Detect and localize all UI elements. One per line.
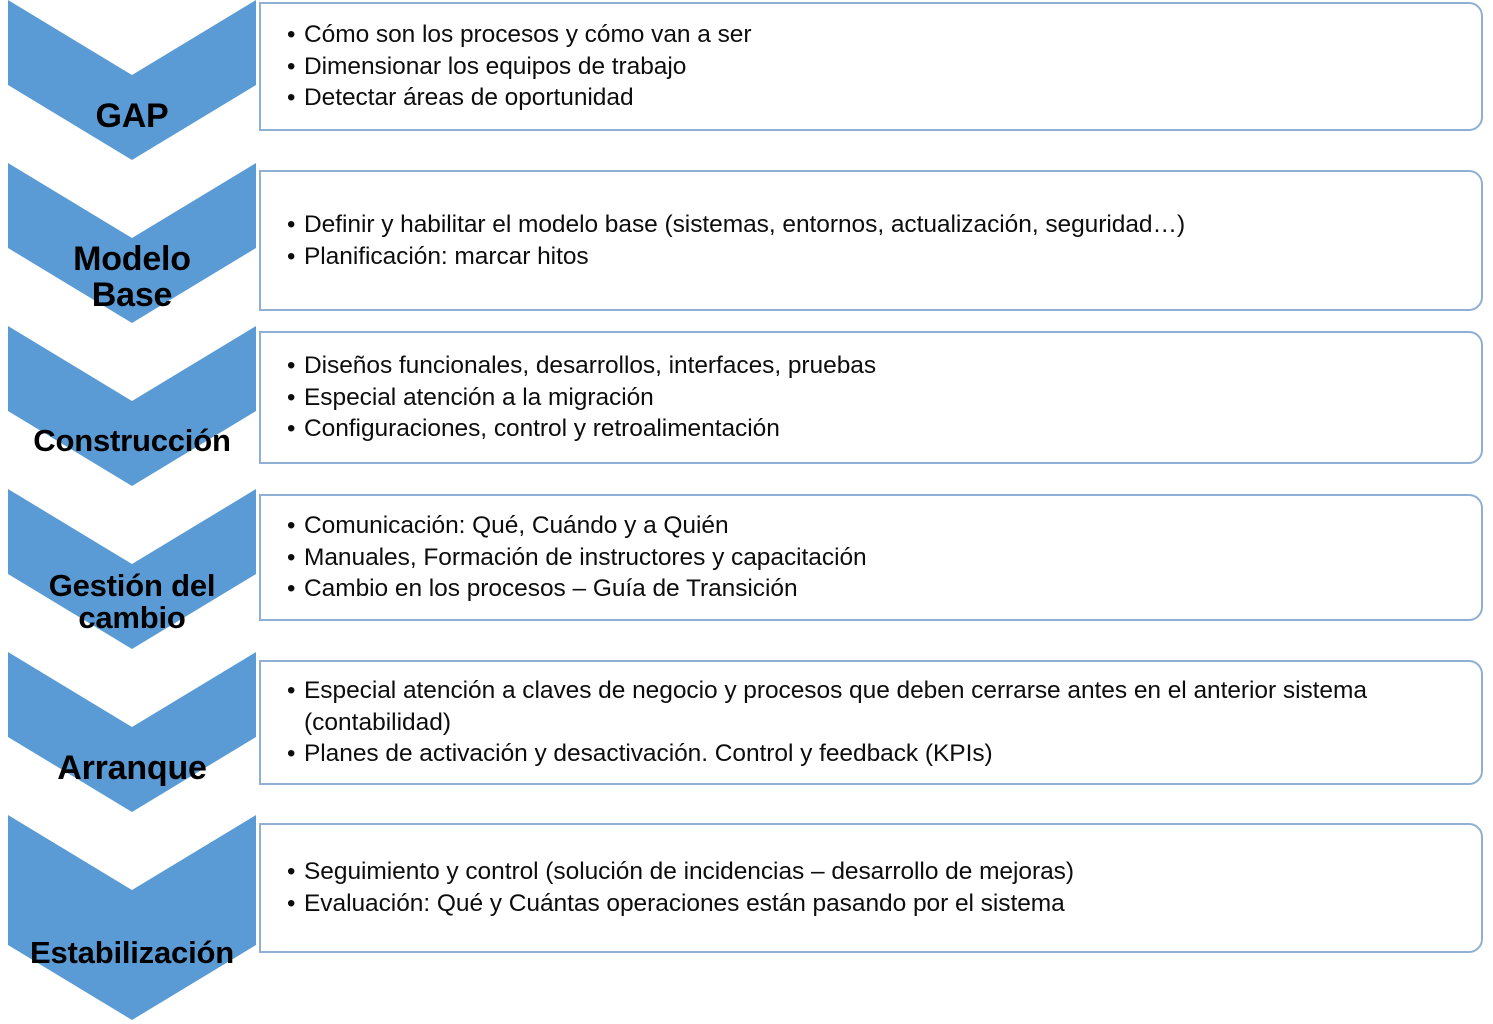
bullet-item bbox=[287, 51, 1471, 83]
bullet-item bbox=[287, 82, 1471, 114]
bullet-dot-icon: • bbox=[287, 890, 296, 917]
chevron-modelo-base[interactable] bbox=[8, 163, 256, 323]
bullet-text: Planes de activación y desactivación. Control y feedback (KPIs) bbox=[304, 740, 993, 768]
bullet-text: Especial atención a claves de negocio y procesos que deben cerrarse antes en el anterior sistema bbox=[304, 676, 1367, 704]
bullet-text: Cómo son los procesos y cómo van a ser bbox=[304, 20, 752, 48]
stage-textbox-arranque[interactable] bbox=[259, 660, 1483, 785]
bullet-continuation-text: (contabilidad) bbox=[304, 708, 452, 736]
bullet-dot-icon: • bbox=[287, 676, 296, 704]
bullet-dot-icon: • bbox=[287, 543, 296, 571]
bullet-dot-icon: • bbox=[287, 511, 296, 539]
bullet-item bbox=[287, 738, 1471, 770]
bullet-item bbox=[287, 888, 1471, 920]
bullet-dot-icon: • bbox=[287, 20, 296, 48]
bullet-item bbox=[287, 542, 1471, 574]
bullet-dot-icon: • bbox=[287, 740, 296, 768]
bullet-item bbox=[287, 510, 1471, 542]
stage-textbox-construccion[interactable] bbox=[259, 331, 1483, 464]
stage-textbox-estabilizacion[interactable] bbox=[259, 823, 1483, 953]
bullet-item bbox=[287, 241, 1471, 273]
bullet-item bbox=[287, 350, 1471, 382]
stage-textbox-gap[interactable] bbox=[259, 2, 1483, 131]
bullet-dot-icon: • bbox=[287, 858, 296, 886]
bullet-dot-icon: • bbox=[287, 52, 296, 80]
bullet-dot-icon: • bbox=[287, 351, 296, 379]
stage-textbox-gestion-del-cambio[interactable] bbox=[259, 494, 1483, 621]
bullet-text: Planificación: marcar hitos bbox=[304, 242, 589, 270]
bullet-dot-icon: • bbox=[287, 210, 296, 238]
bullet-item bbox=[287, 413, 1471, 445]
bullet-dot-icon: • bbox=[287, 415, 296, 443]
chevron-construccion[interactable] bbox=[8, 326, 256, 486]
chevron-label-arranque: Arranque bbox=[57, 748, 207, 787]
bullet-dot-icon: • bbox=[287, 383, 296, 411]
chevron-shape-gestion-del-cambio bbox=[8, 489, 256, 649]
bullet-item bbox=[287, 209, 1471, 241]
bullet-text: Comunicación: Qué, Cuándo y a Quién bbox=[304, 511, 729, 539]
chevron-shape-gap bbox=[8, 0, 256, 160]
stage-textbox-modelo-base[interactable] bbox=[259, 170, 1483, 311]
chevron-label-estabilizacion: Estabilización bbox=[30, 934, 234, 970]
bullet-text: Cambio en los procesos – Guía de Transición bbox=[304, 575, 798, 603]
bullet-item bbox=[287, 573, 1471, 605]
chevron-shape-estabilizacion bbox=[8, 815, 256, 1020]
chevron-label-gap: GAP bbox=[95, 96, 169, 135]
chevron-label-modelo-base: Modelo Base bbox=[73, 239, 191, 314]
bullet-item bbox=[287, 382, 1471, 414]
bullet-item bbox=[287, 19, 1471, 51]
bullet-text: Definir y habilitar el modelo base (sistemas, entornos, actualización, seguridad…) bbox=[304, 210, 1186, 238]
bullet-text: Detectar áreas de oportunidad bbox=[304, 84, 634, 112]
bullet-text: Dimensionar los equipos de trabajo bbox=[304, 52, 687, 80]
bullet-dot-icon: • bbox=[287, 242, 296, 270]
bullet-item bbox=[287, 675, 1471, 707]
chevron-shape-construccion bbox=[8, 326, 256, 486]
bullet-text: Especial atención a la migración bbox=[304, 383, 654, 411]
chevron-shape-arranque bbox=[8, 652, 256, 812]
bullet-text: Manuales, Formación de instructores y capacitación bbox=[304, 543, 867, 571]
chevron-label-gestion-del-cambio: Gestión del cambio bbox=[48, 567, 216, 636]
bullet-dot-icon: • bbox=[287, 84, 296, 112]
bullet-dot-icon: • bbox=[287, 575, 296, 603]
chevron-shape-modelo-base bbox=[8, 163, 256, 323]
bullet-text: Configuraciones, control y retroalimentación bbox=[304, 415, 780, 443]
chevron-estabilizacion[interactable] bbox=[8, 815, 256, 1020]
chevron-arranque[interactable] bbox=[8, 652, 256, 812]
bullet-item bbox=[287, 856, 1471, 888]
bullet-text: Diseños funcionales, desarrollos, interfaces, pruebas bbox=[304, 351, 877, 379]
chevron-gap[interactable] bbox=[8, 0, 256, 160]
bullet-text: Evaluación: Qué y Cuántas operaciones están pasando por el sistema bbox=[304, 890, 1065, 917]
chevron-label-construccion: Construcción bbox=[33, 423, 231, 458]
bullet-text: Seguimiento y control (solución de incidencias – desarrollo de mejoras) bbox=[304, 858, 1074, 886]
chevron-gestion-del-cambio[interactable] bbox=[8, 489, 256, 649]
